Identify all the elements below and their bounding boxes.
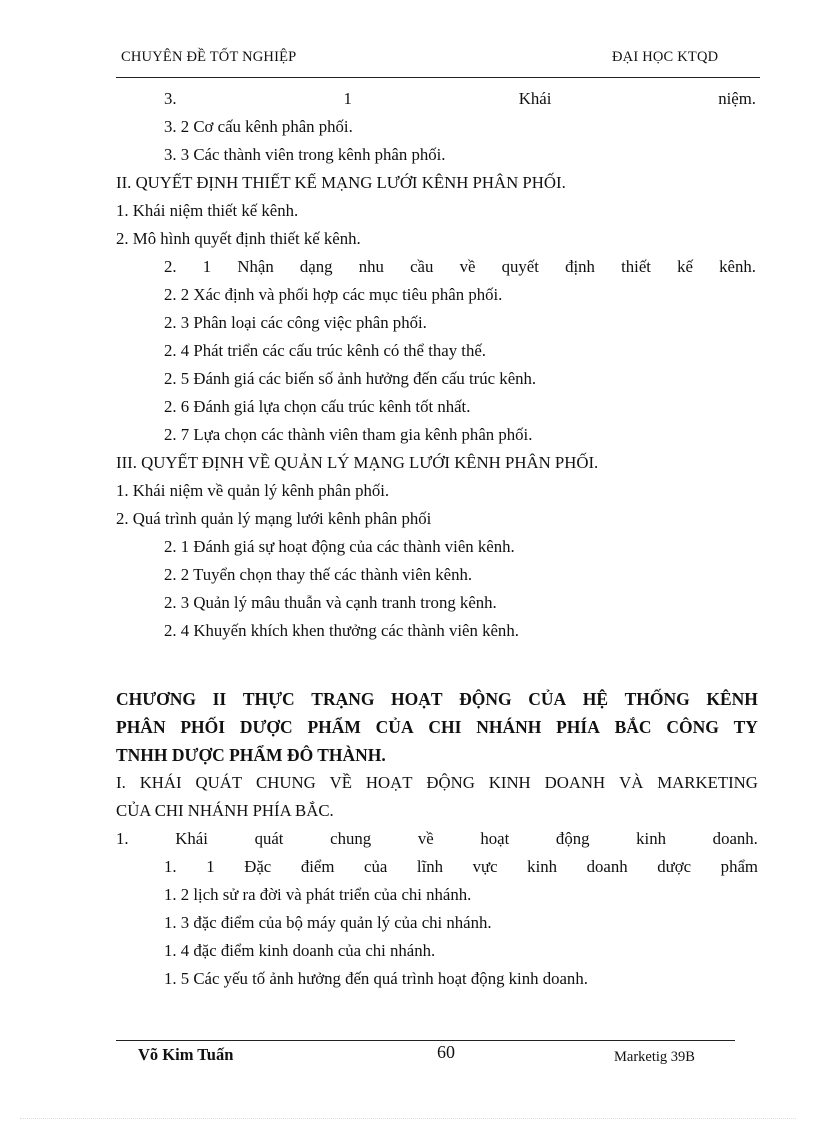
word: vực	[472, 857, 498, 876]
word: hoạt	[480, 829, 510, 848]
word: TRẠNG	[311, 689, 375, 709]
toc-line: 1. 5 Các yếu tố ảnh hưởng đến quá trình hoạt động kinh doanh.	[164, 969, 588, 988]
toc-line: 2. 2 Tuyển chọn thay thế các thành viên kênh.	[164, 565, 473, 584]
toc-line	[116, 828, 758, 850]
word: 2.	[164, 257, 177, 276]
header-university: ĐẠI HỌC KTQD	[612, 49, 719, 65]
word: quyết	[501, 257, 539, 276]
word: về	[459, 257, 476, 276]
word: niệm.	[718, 89, 756, 108]
word: quát	[254, 829, 284, 848]
word: KHÁI	[139, 773, 182, 792]
toc-section-heading	[116, 772, 758, 794]
word: CHUNG	[256, 773, 316, 792]
word: CỦA	[528, 689, 567, 709]
word: HỆ	[582, 689, 609, 709]
word: động	[555, 829, 590, 848]
word: về	[417, 829, 434, 848]
word: CHƯƠNG	[116, 689, 197, 709]
word: phẩm	[720, 857, 758, 876]
word: kinh	[527, 857, 558, 876]
word: CỦA	[375, 717, 414, 737]
word: dạng	[299, 257, 333, 276]
toc-line: 1. Khái niệm thiết kế kênh.	[116, 201, 299, 220]
footer-author: Võ Kim Tuấn	[138, 1045, 234, 1064]
word: thiết	[621, 257, 651, 276]
word: điểm	[300, 857, 335, 876]
word: chung	[330, 829, 372, 848]
word: 1.	[116, 829, 129, 848]
toc-line: 2. 6 Đánh giá lựa chọn cấu trúc kênh tốt nhất.	[164, 397, 471, 416]
word: BẮC	[614, 717, 652, 737]
word: QUÁT	[195, 773, 243, 792]
word: NHÁNH	[476, 717, 542, 737]
footer-rule	[116, 1040, 735, 1041]
word: PHẨM	[307, 717, 361, 737]
word: 1	[206, 857, 215, 876]
word: của	[364, 857, 388, 876]
word: 1	[202, 257, 212, 276]
toc-line: 2. 2 Xác định và phối hợp các mục tiêu phân phối.	[164, 285, 503, 304]
header-rule	[116, 77, 760, 78]
toc-line: 1. 3 đặc điểm của bộ máy quản lý của chi nhánh.	[164, 913, 492, 932]
toc-line: 1. 4 đặc điểm kinh doanh của chi nhánh.	[164, 941, 436, 960]
toc-line: 2. Mô hình quyết định thiết kế kênh.	[116, 229, 361, 248]
word: lĩnh	[416, 857, 444, 876]
page-number: 60	[437, 1042, 455, 1062]
page-edge-dotted-line	[20, 1118, 796, 1119]
word: CÔNG	[666, 717, 719, 737]
word: kênh.	[719, 257, 756, 276]
word: THỐNG	[624, 689, 690, 709]
word: THỰC	[242, 689, 295, 709]
word: CHI	[428, 717, 462, 737]
word: kinh	[636, 829, 666, 848]
word: MARKETING	[657, 773, 758, 792]
word: Khái	[175, 829, 208, 848]
word: 1.	[164, 857, 177, 876]
toc-line: 1. Khái niệm về quản lý kênh phân phối.	[116, 481, 390, 500]
toc-line	[164, 256, 756, 278]
word: định	[565, 257, 595, 276]
word: I.	[116, 773, 126, 792]
chapter-title-line	[116, 716, 758, 738]
word: PHÂN	[116, 717, 166, 737]
toc-line: 3. 3 Các thành viên trong kênh phân phối.	[164, 145, 446, 164]
word: ĐỘNG	[459, 689, 512, 709]
word: TY	[733, 717, 758, 737]
word: PHÍA	[556, 717, 600, 737]
chapter-title-line: TNHH DƯỢC PHẨM ĐÔ THÀNH.	[116, 745, 386, 765]
word: ĐỘNG	[426, 773, 475, 792]
word: kế	[677, 257, 693, 276]
word: Đặc	[244, 857, 272, 876]
toc-section-heading: III. QUYẾT ĐỊNH VỀ QUẢN LÝ MẠNG LƯỚI KÊNH PHÂN PHỐI.	[116, 453, 599, 472]
word: dược	[657, 857, 692, 876]
toc-line: 2. 7 Lựa chọn các thành viên tham gia kênh phân phối.	[164, 425, 533, 444]
footer-class: Marketig 39B	[614, 1049, 695, 1065]
toc-line: 2. 4 Khuyến khích khen thưởng các thành viên kênh.	[164, 621, 519, 640]
word: doanh.	[712, 829, 758, 848]
toc-line: 2. 1 Đánh giá sự hoạt động của các thành viên kênh.	[164, 537, 515, 556]
toc-line: 2. 5 Đánh giá các biến số ảnh hưởng đến cấu trúc kênh.	[164, 369, 537, 388]
toc-line: 2. 3 Quản lý mâu thuẫn và cạnh tranh trong kênh.	[164, 593, 497, 612]
toc-line: 1. 2 lịch sử ra đời và phát triển của chi nhánh.	[164, 885, 472, 904]
toc-line	[164, 856, 758, 878]
toc-line: 2. Quá trình quản lý mạng lưới kênh phân phối	[116, 509, 432, 528]
word: II	[212, 689, 227, 709]
word: KINH	[488, 773, 531, 792]
word: PHỐI	[180, 717, 226, 737]
word: doanh	[586, 857, 628, 876]
word: DƯỢC	[239, 717, 293, 737]
word: 3.	[164, 89, 177, 108]
chapter-title-line	[116, 688, 758, 710]
toc-section-heading: II. QUYẾT ĐỊNH THIẾT KẾ MẠNG LƯỚI KÊNH PHÂN PHỐI.	[116, 173, 566, 192]
header-title: CHUYÊN ĐỀ TỐT NGHIỆP	[121, 49, 297, 65]
word: 1	[343, 89, 352, 108]
word: DOANH	[544, 773, 606, 792]
word: VÀ	[619, 773, 644, 792]
toc-line: 2. 3 Phân loại các công việc phân phối.	[164, 313, 427, 332]
word: HOẠT	[365, 773, 413, 792]
word: KÊNH	[706, 689, 758, 709]
word: VỀ	[329, 773, 352, 792]
toc-line	[164, 88, 756, 110]
word: cầu	[410, 257, 434, 276]
word: nhu	[358, 257, 384, 276]
toc-line: 3. 2 Cơ cấu kênh phân phối.	[164, 117, 353, 136]
word: Khái	[518, 89, 552, 108]
word: Nhận	[237, 257, 274, 276]
toc-line: 2. 4 Phát triển các cấu trúc kênh có thể thay thế.	[164, 341, 486, 360]
toc-section-heading: CỦA CHI NHÁNH PHÍA BẮC.	[116, 801, 334, 820]
word: HOẠT	[391, 689, 443, 709]
